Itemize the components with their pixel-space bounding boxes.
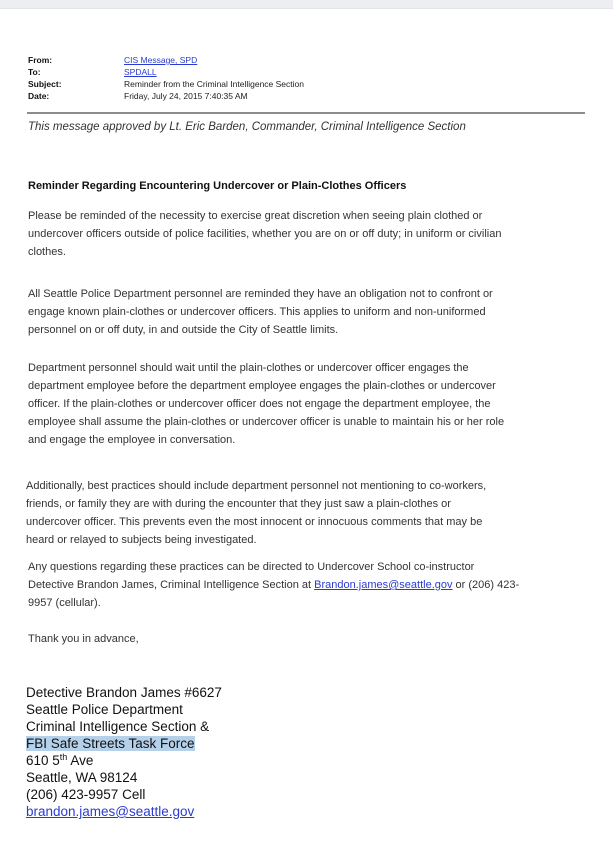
to-label: To: — [28, 67, 41, 77]
paragraph-line: engage known plain-clothes or undercover officers. This applies to uniform and non-uniformed — [28, 306, 486, 318]
paragraph-line: 9957 (cellular). — [28, 597, 101, 609]
paragraph-1 — [28, 207, 588, 261]
signature-section: Criminal Intelligence Section & — [26, 719, 210, 734]
closing-line: Thank you in advance, — [28, 633, 139, 645]
paragraph-line: undercover officers outside of police facilities, whether you are on or off duty; in uniform or civilian — [28, 228, 502, 240]
paragraph-line: friends, or family they are with during the encounter that they just saw a plain-clothes or — [26, 498, 451, 510]
street-suffix: th — [59, 752, 68, 762]
street-name: Ave — [67, 753, 94, 768]
subject-label: Subject: — [28, 79, 62, 89]
paragraph-line: heard or relayed to subjects being investigated. — [26, 534, 257, 546]
paragraph-line: officer. If the plain-clothes or undercover officer does not engage the department employee, the — [28, 398, 491, 410]
paragraph-5 — [28, 558, 588, 612]
signature-org: Seattle Police Department — [26, 702, 183, 717]
from-label: From: — [28, 55, 53, 65]
subject-row — [28, 78, 304, 90]
header-divider — [27, 112, 585, 114]
paragraph-3 — [28, 359, 588, 449]
date-value: Friday, July 24, 2015 7:40:35 AM — [124, 91, 248, 101]
paragraph-line: employee shall assume the plain-clothes or undercover officer is unable to maintain his or her role — [28, 416, 505, 428]
contact-text: Detective Brandon James, Criminal Intelligence Section at — [28, 579, 315, 591]
paragraph-4 — [26, 477, 586, 549]
date-row — [28, 90, 304, 102]
paragraph-line: clothes. — [28, 246, 66, 258]
paragraph-line: All Seattle Police Department personnel are reminded they have an obligation not to confront or — [28, 288, 493, 300]
approval-note: This message approved by Lt. Eric Barden, Commander, Criminal Intelligence Section — [28, 121, 466, 133]
street-number: 610 5 — [26, 753, 60, 768]
signature-phone: (206) 423-9957 Cell — [26, 787, 146, 802]
paragraph-line: undercover officer. This prevents even the most innocent or innocuous comments that may be — [26, 516, 483, 528]
email-header — [28, 54, 304, 102]
signature-city: Seattle, WA 98124 — [26, 770, 138, 785]
paragraph-line: Department personnel should wait until the plain-clothes or undercover officer engages the — [28, 362, 469, 374]
paragraph-2 — [28, 285, 588, 339]
signature-name: Detective Brandon James #6627 — [26, 685, 222, 700]
paragraph-line: Any questions regarding these practices can be directed to Undercover School co-instructor — [28, 561, 475, 573]
signature-block — [26, 684, 222, 820]
signature-street — [26, 752, 222, 769]
to-link[interactable]: SPDALL — [124, 67, 157, 77]
paragraph-line: and engage the employee in conversation. — [28, 434, 236, 446]
date-label: Date: — [28, 91, 50, 101]
signature-task-force: FBI Safe Streets Task Force — [26, 736, 195, 751]
from-link[interactable]: CIS Message, SPD — [124, 55, 198, 65]
signature-email-link[interactable]: brandon.james@seattle.gov — [26, 804, 195, 819]
subject-value: Reminder from the Criminal Intelligence Section — [124, 79, 304, 89]
message-heading: Reminder Regarding Encountering Undercover or Plain-Clothes Officers — [28, 180, 407, 192]
window-top-bar — [0, 0, 613, 9]
contact-email-link[interactable]: Brandon.james@seattle.gov — [314, 579, 453, 591]
to-row — [28, 66, 304, 78]
paragraph-line — [28, 576, 588, 594]
paragraph-line: Please be reminded of the necessity to exercise great discretion when seeing plain clothed or — [28, 210, 483, 222]
contact-phone-text: or (206) 423- — [452, 579, 520, 591]
paragraph-line: personnel on or off duty, in and outside the City of Seattle limits. — [28, 324, 339, 336]
from-row — [28, 54, 304, 66]
paragraph-line: Additionally, best practices should include department personnel not mentioning to co-workers, — [26, 480, 487, 492]
paragraph-line: department employee before the department employee engages the plain-clothes or undercover — [28, 380, 496, 392]
